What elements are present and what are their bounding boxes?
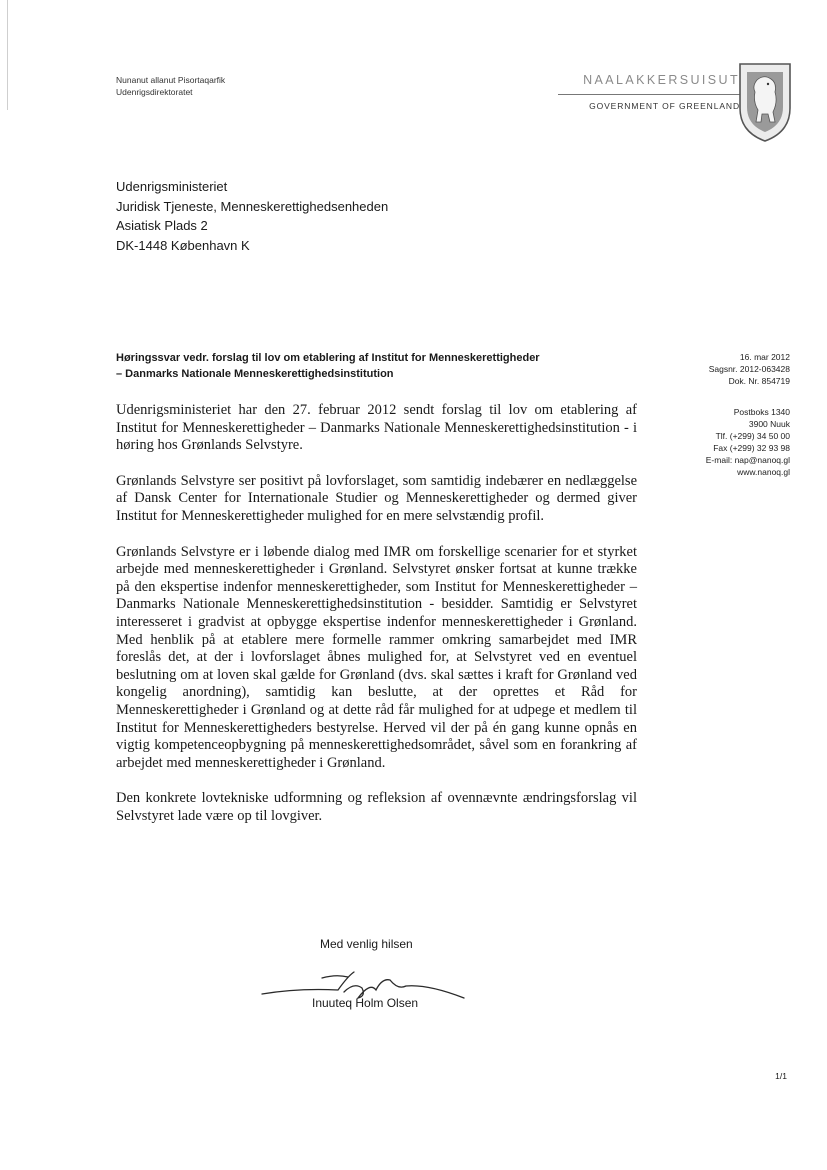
- meta-spacer: [706, 387, 790, 406]
- recipient-address: [116, 177, 388, 255]
- recipient-line: Juridisk Tjeneste, Menneskerettighedsenheden: [116, 198, 389, 214]
- signer-name: Inuuteq Holm Olsen: [312, 996, 419, 1010]
- brand-government: GOVERNMENT OF GREENLAND: [589, 101, 740, 111]
- letter-date: 16. mar 2012: [739, 352, 790, 362]
- recipient-line: Udenrigsministeriet: [116, 179, 228, 194]
- closing-salutation: Med venlig hilsen: [320, 937, 413, 951]
- website: www.nanoq.gl: [737, 467, 790, 477]
- email-address: E-mail: nap@nanoq.gl: [705, 455, 790, 465]
- brand-name: NAALAKKERSUISUT: [583, 73, 740, 87]
- body-paragraph: Udenrigsministeriet har den 27. februar 2012 sendt forslag til lov om etablering af Institut for Menneskerettigheder – Danmarks Nationale Menneskerettighedsinstitution - i høring hos Grønlands Selvstyre.: [116, 402, 637, 454]
- case-number: Sagsnr. 2012-063428: [708, 364, 790, 374]
- sender-line-1: Nunanut allanut Pisortaqarfik: [116, 75, 226, 85]
- subject-line-2: – Danmarks Nationale Menneskerettighedsinstitution: [116, 368, 394, 380]
- letter-body: [116, 402, 637, 843]
- po-box: Postboks 1340: [733, 407, 790, 417]
- document-number: Dok. Nr. 854719: [728, 376, 790, 386]
- body-paragraph: Grønlands Selvstyre ser positivt på lovforslaget, som samtidig indebærer en nedlæggelse af Dansk Center for Internationale Studier og Menneskerettigheder og dermed giver Institut for Menneskerettigheder mulighed for en mere selvstændig profil.: [116, 472, 637, 524]
- postal-city: 3900 Nuuk: [748, 419, 790, 429]
- sender-department: [116, 74, 225, 98]
- letterhead-brand: [558, 73, 740, 111]
- recipient-line: DK-1448 København K: [116, 237, 250, 253]
- page-number: 1/1: [775, 1071, 787, 1081]
- subject-line-1: Høringssvar vedr. forslag til lov om etablering af Institut for Menneskerettigheder: [116, 352, 540, 364]
- page-edge-line: [7, 0, 8, 110]
- brand-divider: [558, 94, 740, 95]
- recipient-line: Asiatisk Plads 2: [116, 218, 208, 233]
- letter-metadata: [706, 351, 790, 478]
- letter-subject: [116, 350, 646, 382]
- sender-line-2: Udenrigsdirektoratet: [116, 87, 193, 97]
- body-paragraph: Den konkrete lovtekniske udformning og refleksion af ovennævnte ændringsforslag vil Selvstyret lade være op til lovgiver.: [116, 790, 637, 824]
- body-paragraph: Grønlands Selvstyre er i løbende dialog med IMR om forskellige scenarier for et styrket arbejde med menneskerettigheder i Grønland. Selvstyret ønsker fortsat at kunne trække på den ekspertise indenfor menneskerettigheder, som Institut for Menneskerettigheder – Danmarks Nationale Menneskerettighedsinstitution - besidder. Samtidig er Selvstyret interesseret i gradvist at opbygge ekspertise indenfor menneskerettigheder i Grønland. Med henblik på at etablere mere formelle rammer omkring samarbejdet med IMR foreslås det, at der i lovforslaget åbnes mulighed for, at Selvstyret ved en eventuel beslutning om at loven skal gælde for Grønland (dvs. skal sættes i kraft for Grønland ved kongelig anordning), samtidig kan beslutte, at der oprettes et Råd for Menneskerettigheder i Grønland og at dette råd får mulighed for at udpege et medlem til Institut for Menneskerettigheders bestyrelse. Herved vil der på én gang kunne opnås en vigtig kompetenceopbygning på menneskerettighedsområdet, såvel som en forankring af arbejdet med menneskerettigheder i Grønland.: [116, 543, 637, 771]
- fax-number: Fax (+299) 32 93 98: [713, 443, 790, 453]
- phone-number: Tlf. (+299) 34 50 00: [715, 431, 790, 441]
- polar-bear-crest-icon: [737, 60, 793, 144]
